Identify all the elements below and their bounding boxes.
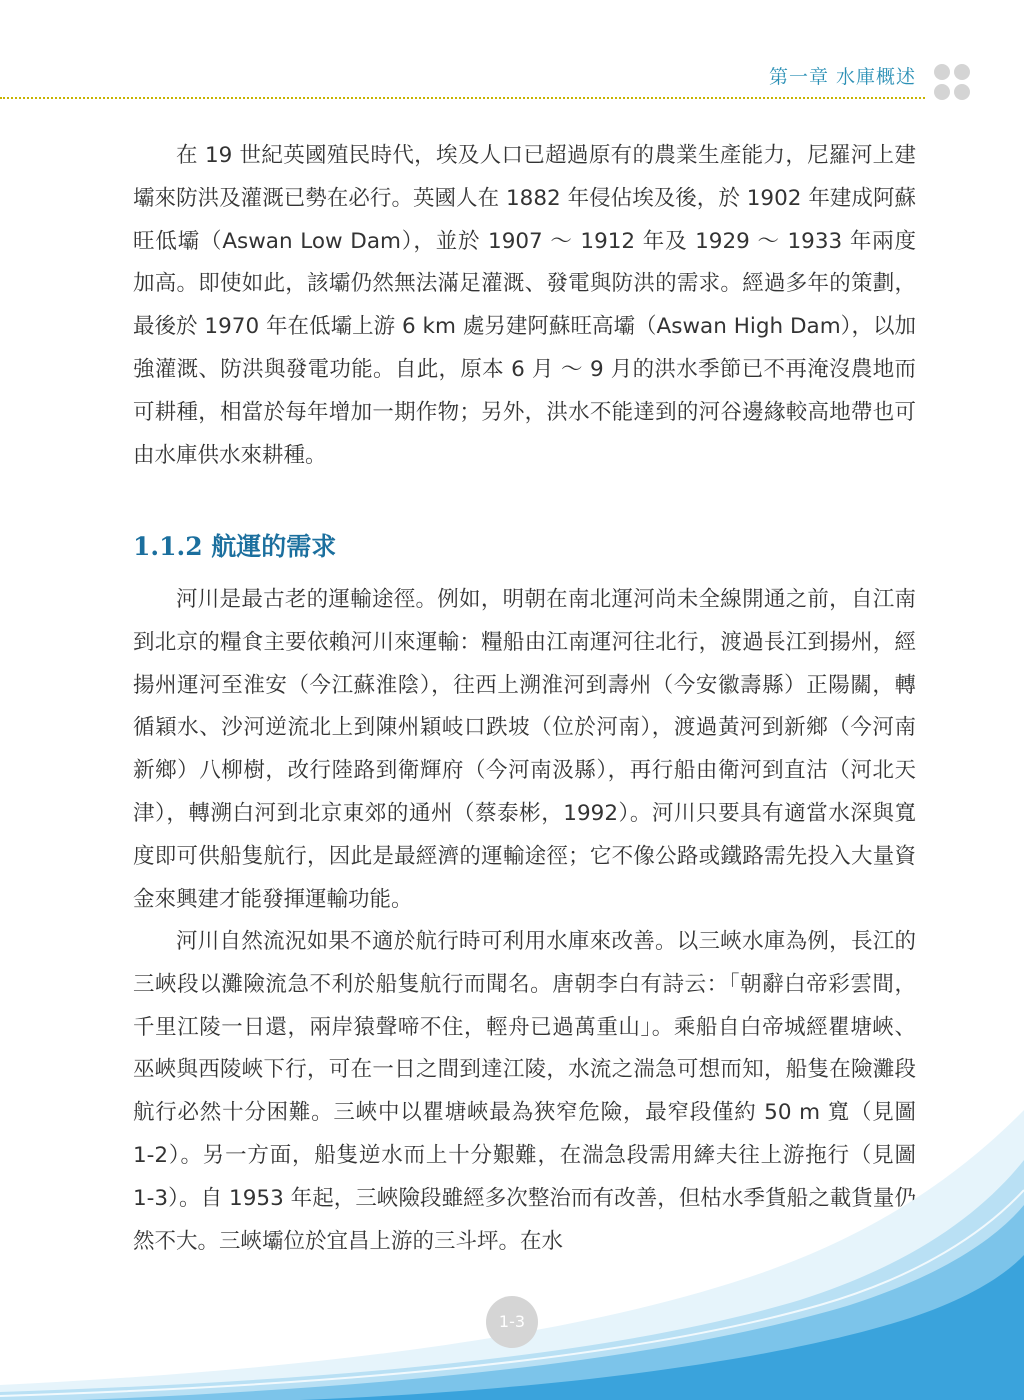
body-paragraph-1: 在 19 世紀英國殖民時代，埃及人口已超過原有的農業生產能力，尼羅河上建壩來防洪及灌溉已勢在必行。英國人在 1882 年侵佔埃及後，於 1902 年建成阿蘇旺低壩（Aswan Low Dam），並於 1907 ～ 1912 年及 1929 ～ 1933 年兩度加高。即使如此，該壩仍然無法滿足灌溉、發電與防洪的需求。經過多年的策劃，最後於 1970 年在低壩上游 6 km 處另建阿蘇旺高壩（Aswan High Dam），以加強灌溉、防洪與發電功能。自此，原本 6 月 ～ 9 月的洪水季節已不再淹沒農地而可耕種，相當於每年增加一期作物；另外，洪水不能達到的河谷邊緣較高地帶也可由水庫供水來耕種。 (133, 143, 916, 468)
page-number-badge: 1-3 (486, 1296, 538, 1348)
chapter-header-title: 第一章 水庫概述 (768, 66, 916, 88)
section-heading: 1.1.2 航運的需求 (133, 532, 337, 561)
body-paragraph-2: 河川是最古老的運輸途徑。例如，明朝在南北運河尚未全線開通之前，自江南到北京的糧食主要依賴河川來運輸：糧船由江南運河往北行，渡過長江到揚州，經揚州運河至淮安（今江蘇淮陰），往西上溯淮河到壽州（今安徽壽縣）正陽關，轉循穎水、沙河逆流北上到陳州穎岐口跌坡（位於河南），渡過黃河到新鄉（今河南新鄉）八柳樹，改行陸路到衛輝府（今河南汲縣），再行船由衛河到直沽（河北天津），轉溯白河到北京東郊的通州（蔡泰彬，1992）。河川只要具有適當水深與寬度即可供船隻航行，因此是最經濟的運輸途徑；它不像公路或鐵路需先投入大量資金來興建才能發揮運輸功能。 (133, 587, 916, 912)
body-paragraph-3: 河川自然流況如果不適於航行時可利用水庫來改善。以三峽水庫為例，長江的三峽段以灘險流急不利於船隻航行而聞名。唐朝李白有詩云：「朝辭白帝彩雲間，千里江陵一日還，兩岸猿聲啼不住，輕舟已過萬重山」。乘船自白帝城經瞿塘峽、巫峽與西陵峽下行，可在一日之間到達江陵，水流之湍急可想而知，船隻在險灘段航行必然十分困難。三峽中以瞿塘峽最為狹窄危險，最窄段僅約 50 m 寬（見圖 1-2）。另一方面，船隻逆水而上十分艱難，在湍急段需用縴夫往上游拖行（見圖 1-3）。自 1953 年起，三峽險段雖經多次整治而有改善，但枯水季貨船之載貨量仍然不大。三峽壩位於宜昌上游的三斗坪。在水 (133, 929, 916, 1254)
